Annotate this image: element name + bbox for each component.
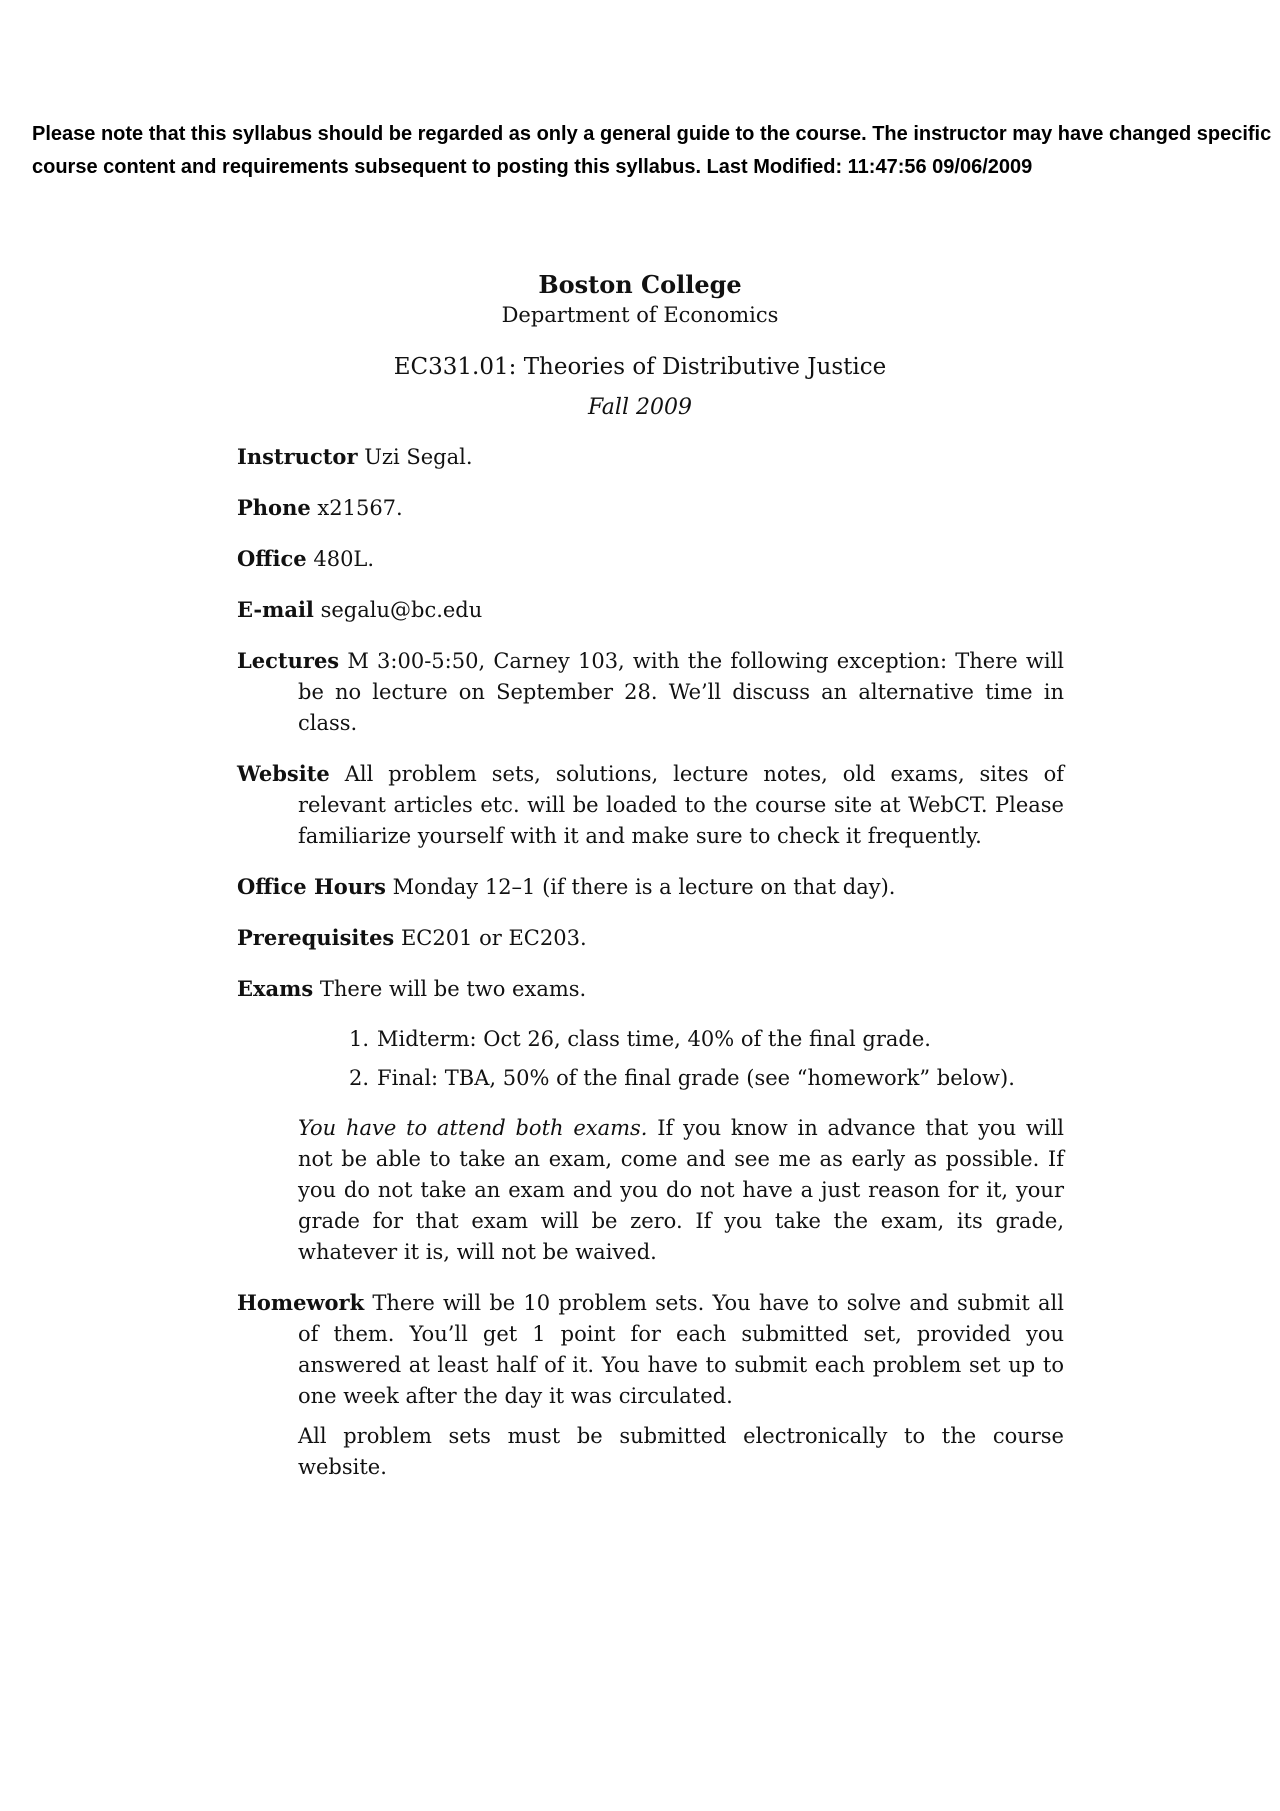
list-item <box>349 1024 1064 1055</box>
course-title: EC331.01: Theories of Distributive Justice <box>393 354 887 380</box>
instructor-label: Instructor <box>237 444 358 469</box>
exam-item-text: Final: TBA, 50% of the final grade (see “homework” below). <box>377 1066 1015 1090</box>
lectures-entry <box>237 645 1064 739</box>
office-value: 480L. <box>313 547 375 571</box>
email-value: segalu@bc.edu <box>320 598 483 622</box>
exam-attendance-note <box>237 1113 1064 1268</box>
exam-list <box>237 1024 1064 1094</box>
phone-label: Phone <box>237 495 311 520</box>
office-entry <box>237 543 1064 575</box>
exams-label: Exams <box>237 976 314 1001</box>
list-item <box>349 1063 1064 1094</box>
syllabus-disclaimer: Please note that this syllabus should be regarded as only a general guide to the course. The instructor may have changed specific course content and requirements subsequent to posting this syllabus. Last Modified: 11:47:56 09/06/2009 <box>32 123 1272 178</box>
prerequisites-value: EC201 or EC203. <box>400 926 587 950</box>
lectures-label: Lectures <box>237 648 340 673</box>
department-name: Department of Economics <box>501 303 779 327</box>
exams-value: There will be two exams. <box>319 977 587 1001</box>
exam-item-text: Midterm: Oct 26, class time, 40% of the final grade. <box>377 1027 931 1051</box>
course-term: Fall 2009 <box>588 395 692 420</box>
phone-value: x21567. <box>317 496 403 520</box>
homework-label: Homework <box>237 1290 365 1315</box>
office-hours-label: Office Hours <box>237 874 386 899</box>
email-entry <box>237 594 1064 626</box>
homework-submission-note: All problem sets must be submitted electronically to the course website. <box>298 1424 1064 1479</box>
college-name: Boston College <box>538 270 742 299</box>
syllabus-body <box>237 441 1064 1483</box>
prerequisites-entry <box>237 922 1064 954</box>
homework-value: There will be 10 problem sets. You have to solve and submit all of them. You’ll get 1 point for each submitted set, provided you answered at least half of it. You have to submit each problem set up to one week after the day it was circulated. <box>298 1291 1064 1408</box>
office-hours-entry <box>237 871 1064 903</box>
exam-attendance-emphasis: You have to attend both exams. <box>298 1116 648 1140</box>
lectures-value: M 3:00-5:50, Carney 103, with the following exception: There will be no lecture on September 28. We’ll discuss an alternative time in class. <box>298 649 1064 735</box>
website-value: All problem sets, solutions, lecture notes, old exams, sites of relevant articles etc. will be loaded to the course site at WebCT. Please familiarize yourself with it and make sure to check it frequently. <box>298 762 1064 848</box>
exam-item-number: 2. <box>349 1066 370 1090</box>
instructor-value: Uzi Segal. <box>364 445 473 469</box>
homework-entry <box>237 1287 1064 1412</box>
email-label: E-mail <box>237 597 314 622</box>
office-hours-value: Monday 12–1 (if there is a lecture on that day). <box>392 875 896 899</box>
exam-item-number: 1. <box>349 1027 370 1051</box>
instructor-entry <box>237 441 1064 473</box>
website-label: Website <box>237 761 330 786</box>
website-entry <box>237 758 1064 852</box>
office-label: Office <box>237 546 307 571</box>
exam-attendance-text: If you know in advance that you will not be able to take an exam, come and see me as early as possible. If you do not take an exam and you do not have a just reason for it, your grade for that exam will be zero. If you take the exam, its grade, whatever it is, will not be waived. <box>298 1116 1064 1264</box>
exams-entry <box>237 973 1064 1005</box>
prerequisites-label: Prerequisites <box>237 925 395 950</box>
phone-entry <box>237 492 1064 524</box>
